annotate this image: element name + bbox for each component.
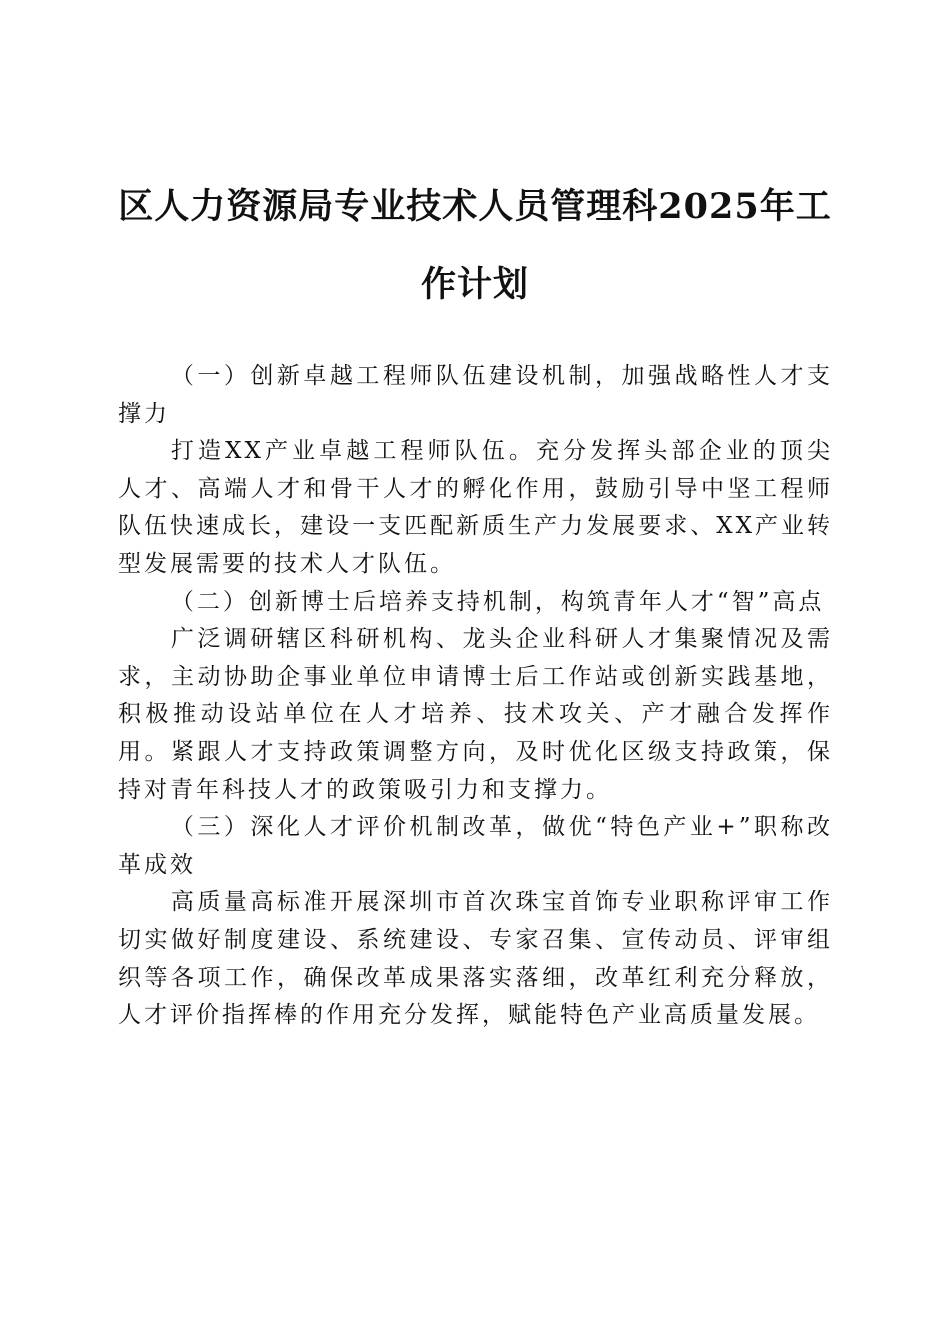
section-1-heading: （一）创新卓越工程师队伍建设机制，加强战略性人才支撑力 bbox=[118, 363, 833, 427]
document-title: 区人力资源局专业技术人员管理科2025年工作计划 bbox=[118, 186, 832, 305]
section-2-body: 广泛调研辖区科研机构、龙头企业科研人才集聚情况及需求，主动协助企事业单位申请博士后工作站或创新实践基地，积极推动设站单位在人才培养、技术攻关、产才融合发挥作用。紧跟人才支持政策调整方向，及时优化区级支持政策，保持对青年科技人才的政策吸引力和支撑力。 bbox=[118, 626, 833, 803]
section-3-body: 高质量高标准开展深圳市首次珠宝首饰专业职称评审工作切实做好制度建设、系统建设、专家召集、宣传动员、评审组织等各项工作，确保改革成果落实落细，改革红利充分释放，人才评价指挥棒的作用充分发挥，赋能特色产业高质量发展。 bbox=[118, 889, 833, 1029]
document-body bbox=[118, 358, 833, 1035]
section-3-heading: （三）深化人才评价机制改革，做优“特色产业+”职称改革成效 bbox=[118, 814, 833, 878]
section-1-body: 打造XX产业卓越工程师队伍。充分发挥头部企业的顶尖人才、高端人才和骨干人才的孵化作用，鼓励引导中坚工程师队伍快速成长，建设一支匹配新质生产力发展要求、XX产业转型发展需要的技术人才队伍。 bbox=[118, 438, 833, 577]
section-2-heading: （二）创新博士后培养支持机制，构筑青年人才“智”高点 bbox=[170, 588, 825, 615]
